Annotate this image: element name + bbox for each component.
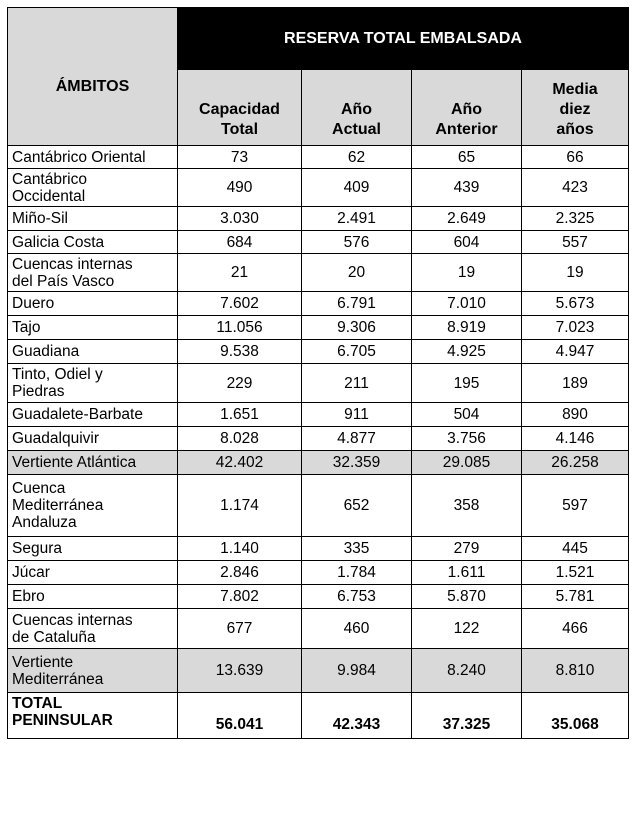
cell-capacidad-total: 42.402 <box>178 451 302 475</box>
cell-media-diez-anos: 5.673 <box>522 292 629 316</box>
table-row <box>8 231 629 254</box>
row-ambito-name <box>8 364 178 403</box>
cell-media-diez-anos: 26.258 <box>522 451 629 475</box>
row-ambito-name <box>8 475 178 537</box>
cell-ano-actual: 62 <box>302 146 412 169</box>
cell-media-diez-anos: 7.023 <box>522 316 629 340</box>
cell-media-diez-anos: 1.521 <box>522 561 629 585</box>
cell-media-diez-anos: 466 <box>522 609 629 649</box>
reservoir-table <box>7 7 629 739</box>
table-row <box>8 364 629 403</box>
cell-media-diez-anos: 19 <box>522 254 629 292</box>
column-header-line: Capacidad <box>199 101 280 118</box>
column-header-line: Anterior <box>435 121 498 138</box>
row-ambito-name <box>8 537 178 561</box>
cell-capacidad-total: 684 <box>178 231 302 254</box>
row-ambito-name <box>8 340 178 364</box>
row-ambito-name <box>8 292 178 316</box>
row-name-line: Cuenca <box>12 480 66 497</box>
cell-ano-actual: 32.359 <box>302 451 412 475</box>
cell-ano-actual: 911 <box>302 403 412 427</box>
row-ambito-name <box>8 169 178 207</box>
row-name-line: Guadalete-Barbate <box>12 406 143 423</box>
row-name-line: Mediterránea <box>12 670 104 688</box>
cell-capacidad-total: 8.028 <box>178 427 302 451</box>
header-media-diez-anos <box>522 70 629 146</box>
table-row <box>8 693 629 739</box>
row-name-line: del País Vasco <box>12 272 115 290</box>
cell-ano-anterior: 3.756 <box>412 427 522 451</box>
column-header-line: Año <box>340 101 373 118</box>
column-header-line: Total <box>220 121 259 138</box>
cell-ano-anterior: 504 <box>412 403 522 427</box>
cell-ano-actual: 576 <box>302 231 412 254</box>
cell-ano-actual: 6.705 <box>302 340 412 364</box>
table-row <box>8 609 629 649</box>
row-name-line: Galicia Costa <box>12 233 105 251</box>
table-row <box>8 475 629 537</box>
header-ano-actual <box>302 70 412 146</box>
column-header-line: Media <box>552 81 598 98</box>
cell-ano-actual: 652 <box>302 475 412 537</box>
row-name-line: TOTAL <box>12 695 63 712</box>
table-row <box>8 292 629 316</box>
cell-capacidad-total: 21 <box>178 254 302 292</box>
cell-ano-actual: 20 <box>302 254 412 292</box>
row-name-line: Occidental <box>12 187 86 205</box>
cell-ano-actual: 335 <box>302 537 412 561</box>
cell-ano-anterior: 122 <box>412 609 522 649</box>
row-ambito-name <box>8 585 178 609</box>
header-capacidad-total <box>178 70 302 146</box>
row-name-line: Ebro <box>12 588 45 605</box>
table-row <box>8 561 629 585</box>
cell-ano-anterior: 4.925 <box>412 340 522 364</box>
row-name-line: Miño-Sil <box>12 210 68 227</box>
cell-media-diez-anos: 35.068 <box>522 693 629 739</box>
row-ambito-name <box>8 609 178 649</box>
cell-ano-actual: 9.306 <box>302 316 412 340</box>
cell-media-diez-anos: 8.810 <box>522 649 629 693</box>
column-header-line: diez <box>559 101 591 118</box>
cell-ano-anterior: 65 <box>412 146 522 169</box>
row-ambito-name <box>8 403 178 427</box>
cell-ano-anterior: 19 <box>412 254 522 292</box>
row-ambito-name <box>8 254 178 292</box>
table-row <box>8 585 629 609</box>
cell-media-diez-anos: 4.947 <box>522 340 629 364</box>
cell-ano-actual: 9.984 <box>302 649 412 693</box>
cell-ano-anterior: 439 <box>412 169 522 207</box>
cell-ano-anterior: 8.240 <box>412 649 522 693</box>
table-row <box>8 169 629 207</box>
cell-capacidad-total: 9.538 <box>178 340 302 364</box>
row-name-line: Duero <box>12 295 55 312</box>
cell-ano-actual: 460 <box>302 609 412 649</box>
cell-capacidad-total: 677 <box>178 609 302 649</box>
row-name-line: PENINSULAR <box>12 712 113 729</box>
cell-ano-anterior: 195 <box>412 364 522 403</box>
row-name-line: Vertiente <box>12 653 74 671</box>
cell-media-diez-anos: 557 <box>522 231 629 254</box>
cell-ano-actual: 6.753 <box>302 585 412 609</box>
cell-ano-anterior: 7.010 <box>412 292 522 316</box>
row-name-line: Cuencas internas <box>12 255 133 273</box>
row-name-line: Piedras <box>12 383 65 400</box>
row-ambito-name <box>8 649 178 693</box>
column-header-line: años <box>556 121 594 138</box>
cell-capacidad-total: 2.846 <box>178 561 302 585</box>
cell-ano-actual: 4.877 <box>302 427 412 451</box>
cell-capacidad-total: 1.651 <box>178 403 302 427</box>
row-name-line: Cantábrico <box>12 170 87 188</box>
cell-capacidad-total: 490 <box>178 169 302 207</box>
cell-capacidad-total: 7.602 <box>178 292 302 316</box>
table-row <box>8 254 629 292</box>
row-name-line: Cuencas internas <box>12 611 133 629</box>
cell-capacidad-total: 73 <box>178 146 302 169</box>
row-name-line: Tajo <box>12 319 41 336</box>
cell-ano-anterior: 1.611 <box>412 561 522 585</box>
column-header-line: Año <box>450 101 483 118</box>
cell-ano-actual: 409 <box>302 169 412 207</box>
table-row <box>8 316 629 340</box>
cell-ano-anterior: 29.085 <box>412 451 522 475</box>
header-reserva-total: RESERVA TOTAL EMBALSADA <box>178 8 629 70</box>
cell-media-diez-anos: 189 <box>522 364 629 403</box>
table-row <box>8 403 629 427</box>
cell-ano-anterior: 604 <box>412 231 522 254</box>
cell-ano-anterior: 5.870 <box>412 585 522 609</box>
cell-media-diez-anos: 2.325 <box>522 207 629 231</box>
cell-ano-actual: 1.784 <box>302 561 412 585</box>
cell-media-diez-anos: 445 <box>522 537 629 561</box>
row-name-line: Cantábrico Oriental <box>12 148 146 166</box>
cell-media-diez-anos: 5.781 <box>522 585 629 609</box>
cell-ano-anterior: 8.919 <box>412 316 522 340</box>
cell-capacidad-total: 13.639 <box>178 649 302 693</box>
header-ano-anterior <box>412 70 522 146</box>
row-name-line: Vertiente Atlántica <box>12 454 137 471</box>
row-ambito-name <box>8 693 178 739</box>
cell-capacidad-total: 56.041 <box>178 693 302 739</box>
cell-capacidad-total: 229 <box>178 364 302 403</box>
column-header-line: Actual <box>332 121 381 138</box>
row-name-line: Júcar <box>12 564 50 581</box>
cell-capacidad-total: 1.140 <box>178 537 302 561</box>
row-ambito-name <box>8 316 178 340</box>
row-name-line: Guadalquivir <box>12 430 100 447</box>
cell-ano-anterior: 358 <box>412 475 522 537</box>
row-name-line: Tinto, Odiel y <box>12 366 103 383</box>
row-name-line: Andaluza <box>12 514 77 531</box>
row-ambito-name <box>8 451 178 475</box>
cell-ano-actual: 6.791 <box>302 292 412 316</box>
row-ambito-name <box>8 427 178 451</box>
cell-capacidad-total: 11.056 <box>178 316 302 340</box>
row-name-line: de Cataluña <box>12 628 96 646</box>
cell-media-diez-anos: 597 <box>522 475 629 537</box>
cell-ano-actual: 42.343 <box>302 693 412 739</box>
table-row <box>8 207 629 231</box>
row-name-line: Guadiana <box>12 343 80 360</box>
cell-ano-actual: 211 <box>302 364 412 403</box>
cell-media-diez-anos: 423 <box>522 169 629 207</box>
cell-media-diez-anos: 66 <box>522 146 629 169</box>
cell-ano-anterior: 2.649 <box>412 207 522 231</box>
cell-ano-anterior: 279 <box>412 537 522 561</box>
row-ambito-name <box>8 561 178 585</box>
cell-capacidad-total: 1.174 <box>178 475 302 537</box>
table-row <box>8 537 629 561</box>
table-row <box>8 451 629 475</box>
row-name-line: Mediterránea <box>12 497 104 514</box>
cell-ano-anterior: 37.325 <box>412 693 522 739</box>
row-ambito-name <box>8 207 178 231</box>
row-ambito-name <box>8 146 178 169</box>
table-row <box>8 146 629 169</box>
cell-capacidad-total: 7.802 <box>178 585 302 609</box>
cell-media-diez-anos: 890 <box>522 403 629 427</box>
header-ambitos: ÁMBITOS <box>8 8 178 146</box>
cell-ano-actual: 2.491 <box>302 207 412 231</box>
table-row <box>8 427 629 451</box>
row-name-line: Segura <box>12 540 62 557</box>
cell-media-diez-anos: 4.146 <box>522 427 629 451</box>
cell-capacidad-total: 3.030 <box>178 207 302 231</box>
table-row <box>8 649 629 693</box>
row-ambito-name <box>8 231 178 254</box>
table-row <box>8 340 629 364</box>
